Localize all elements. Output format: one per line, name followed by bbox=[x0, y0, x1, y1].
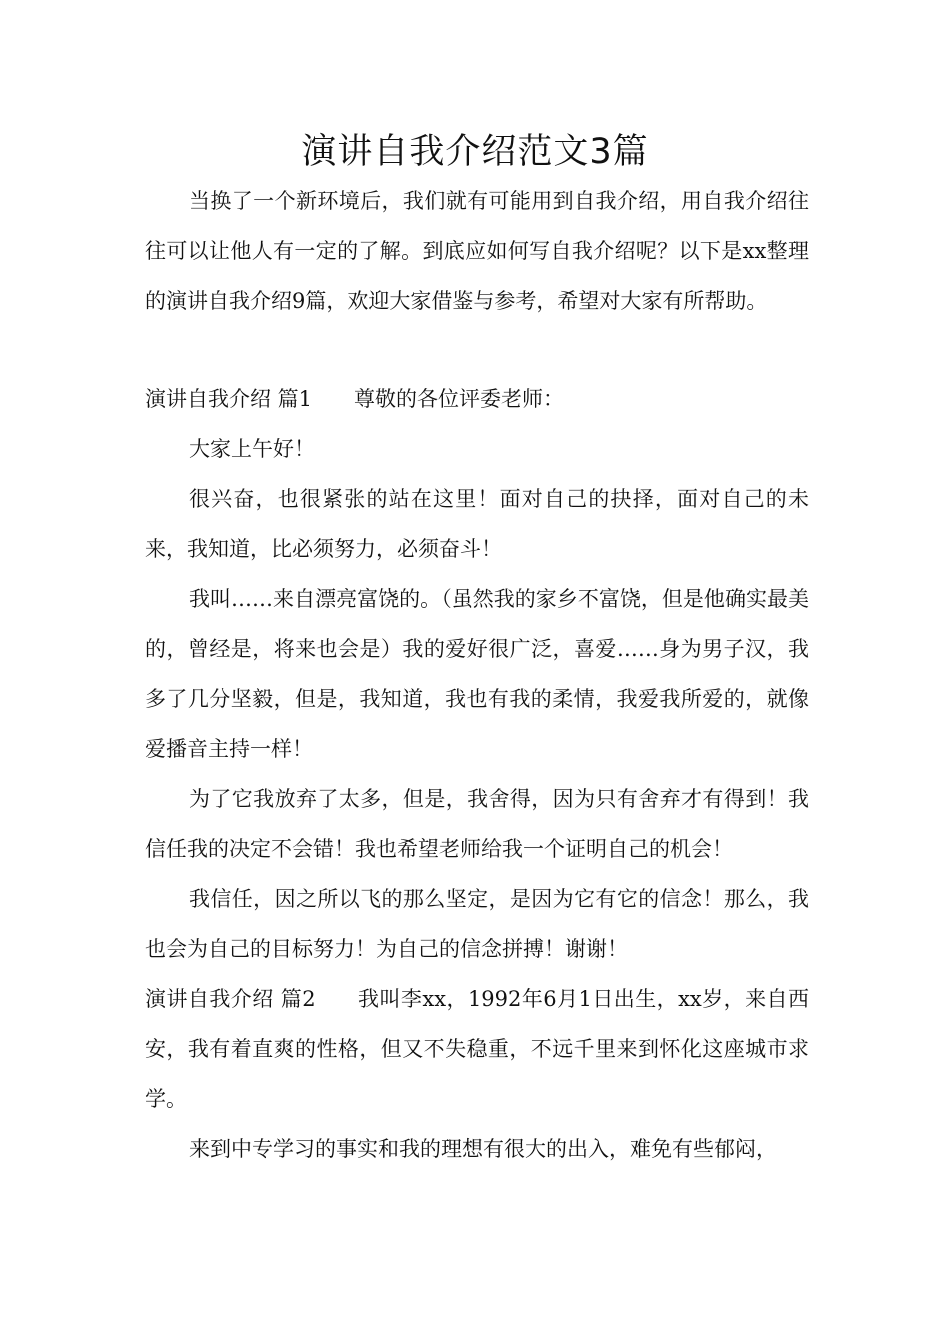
section1-paragraph: 为了它我放弃了太多，但是，我舍得，因为只有舍弃才有得到！我信任我的决定不会错！我也希望老师给我一个证明自己的机会！ bbox=[145, 787, 809, 861]
section2-first-line: 我叫李xx，1992年6月1日出生，xx岁，来自西安，我有着直爽的性格，但又不失稳重，不远千里来到怀化这座城市求学。 bbox=[145, 987, 809, 1111]
document-body bbox=[145, 176, 809, 1174]
section2-label: 演讲自我介绍 篇2 bbox=[145, 987, 316, 1011]
intro-paragraph: 当换了一个新环境后，我们就有可能用到自我介绍，用自我介绍往往可以让他人有一定的了解。到底应如何写自我介绍呢？以下是xx整理的演讲自我介绍9篇，欢迎大家借鉴与参考，希望对大家有所帮助。 bbox=[145, 189, 809, 313]
section-gap bbox=[145, 326, 809, 374]
section2-heading-line bbox=[145, 974, 809, 1124]
section1-first-line: 尊敬的各位评委老师： bbox=[354, 387, 565, 411]
section1-paragraph: 很兴奋，也很紧张的站在这里！面对自己的抉择，面对自己的未来，我知道，比必须努力，必须奋斗！ bbox=[145, 487, 809, 561]
section1-label: 演讲自我介绍 篇1 bbox=[145, 387, 313, 411]
section1-paragraph: 我信任，因之所以飞的那么坚定，是因为它有它的信念！那么，我也会为自己的目标努力！为自己的信念拼搏！谢谢！ bbox=[145, 887, 809, 961]
section1-heading-line bbox=[145, 374, 809, 424]
section1-paragraph: 我叫……来自漂亮富饶的。（虽然我的家乡不富饶，但是他确实最美的，曾经是，将来也会是）我的爱好很广泛，喜爱……身为男子汉，我多了几分坚毅，但是，我知道，我也有我的柔情，我爱我所爱的，就像爱播音主持一样！ bbox=[145, 587, 809, 761]
section2-paragraph: 来到中专学习的事实和我的理想有很大的出入，难免有些郁闷， bbox=[189, 1137, 777, 1161]
document-title: 演讲自我介绍范文3篇 bbox=[301, 132, 649, 172]
section1-paragraph: 大家上午好！ bbox=[189, 437, 315, 461]
